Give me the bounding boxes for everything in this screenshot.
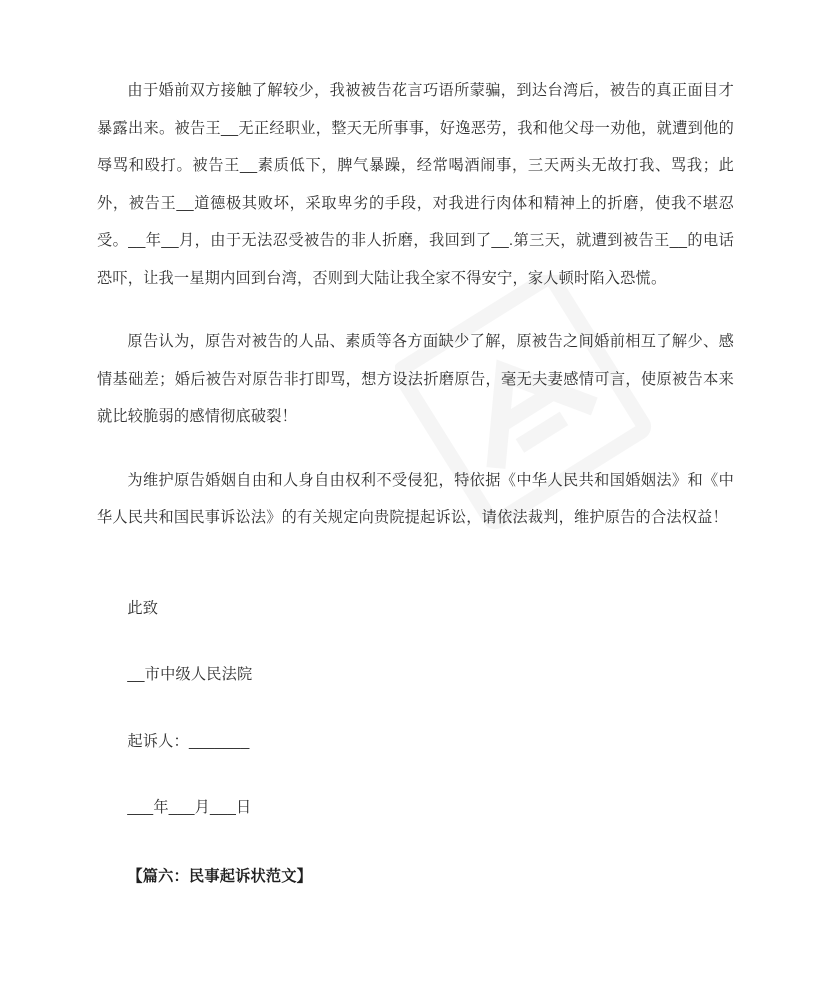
spacer-before-court [97,627,734,656]
spacer-before-plaintiff [97,694,734,723]
spacer-before-salutation [97,563,734,590]
paragraph-2: 原告认为，原告对被告的人品、素质等各方面缺少了解，原被告之间婚前相互了解少、感情基础差；婚后被告对原告非打即骂，想方设法折磨原告，毫无夫妻感情可言，使原被告本来就比较脆弱的感情彻底破裂！ [97,333,734,425]
section-heading: 【篇六：民事起诉状范文】 [127,867,313,885]
closing-plaintiff-signature: 起诉人：_______ [127,732,250,750]
closing-salutation: 此致 [127,599,159,617]
document-body [97,72,734,895]
closing-date: ___年___月___日 [127,799,252,816]
paragraph-3: 为维护原告婚姻自由和人身自由权利不受侵犯，特依据《中华人民共和国婚姻法》和《中华人民共和国民事诉讼法》的有关规定向贵院提起诉讼，请依法裁判，维护原告的合法权益！ [97,471,734,526]
spacer-before-date [97,760,734,789]
spacer-before-heading [97,827,734,858]
closing-court-name: __市中级人民法院 [127,666,253,683]
paragraph-1: 由于婚前双方接触了解较少，我被被告花言巧语所蒙骗，到达台湾后，被告的真正面目才暴露出来。被告王__无正经职业，整天无所事事，好逸恶劳，我和他父母一劝他，就遭到他的辱骂和殴打。被告王__素质低下，脾气暴躁，经常喝酒闹事，三天两头无故打我、骂我；此外，被告王__道德极其败坏，采取卑劣的手段，对我进行肉体和精神上的折磨，使我不堪忍受。__年__月，由于无法忍受被告的非人折磨，我回到了__.第三天，就遭到被告王__的电话恐吓，让我一星期内回到台湾，否则到大陆让我全家不得安宁，家人顿时陷入恐慌。 [97,82,734,287]
